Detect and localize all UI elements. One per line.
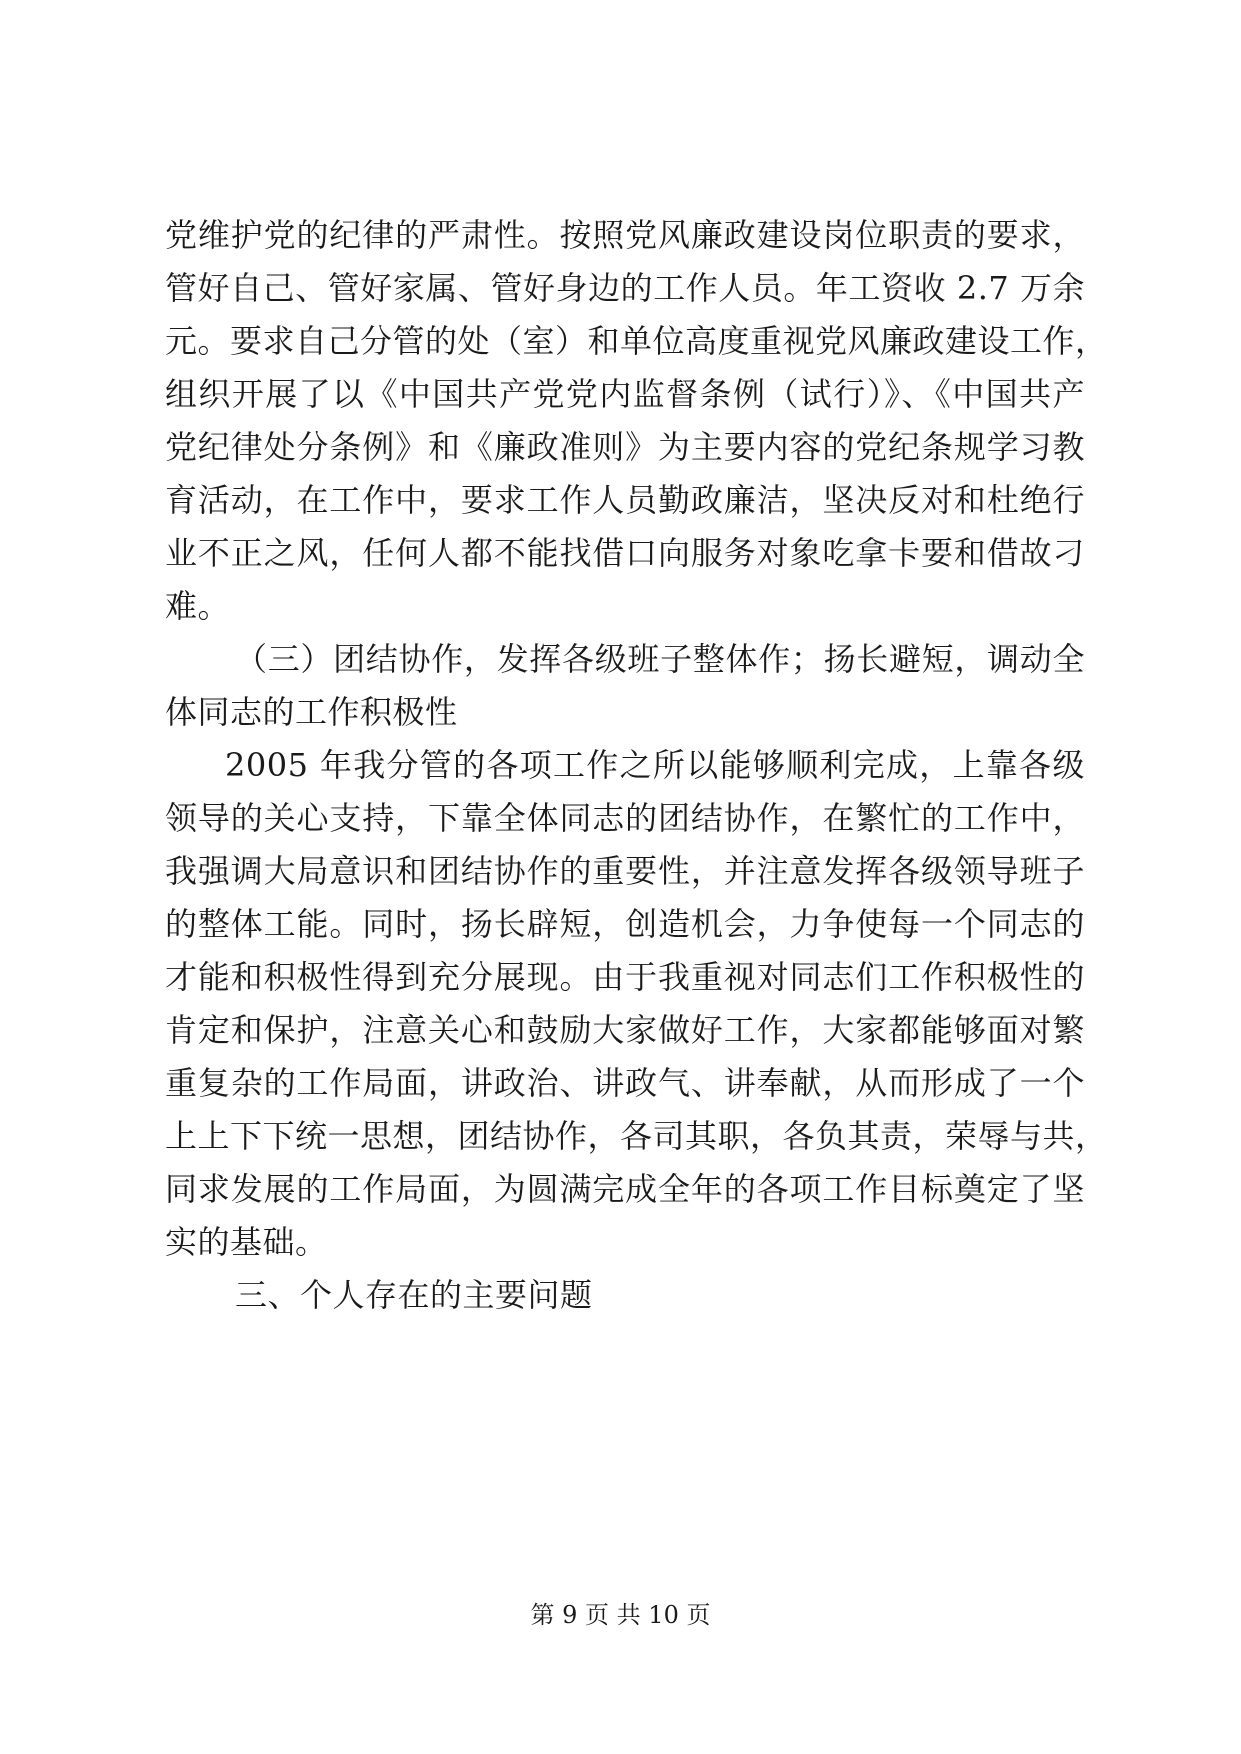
section-heading: 三、个人存在的主要问题 (235, 1276, 593, 1314)
text-line: 重复杂的工作局面，讲政治、讲政气、讲奉献，从而形成了一个 (165, 1064, 1085, 1102)
text-line: 元。要求自己分管的处（室）和单位高度重视党风廉政建设工作， (165, 322, 1108, 360)
text-line: 才能和积极性得到充分展现。由于我重视对同志们工作积极性的 (165, 958, 1085, 996)
text-line: 的整体工能。同时，扬长辟短，创造机会，力争使每一个同志的 (165, 905, 1085, 943)
page-number-footer: 第 9 页 共 10 页 (530, 1601, 711, 1629)
text-line: 管好自己、管好家属、管好身边的工作人员。年工资收 2.7 万余 (165, 269, 1085, 307)
text-line: 同求发展的工作局面，为圆满完成全年的各项工作目标奠定了坚 (165, 1170, 1085, 1208)
text-line: 难。 (165, 587, 231, 625)
text-line: 业不正之风，任何人都不能找借口向服务对象吃拿卡要和借故刁 (165, 534, 1085, 572)
section-heading: （三）团结协作，发挥各级班子整体作；扬长避短，调动全 (235, 640, 1085, 678)
text-line: 组织开展了以《中国共产党党内监督条例（试行）》、《中国共产 (165, 375, 1085, 413)
text-line: 党维护党的纪律的严肃性。按照党风廉政建设岗位职责的要求， (165, 216, 1085, 254)
text-line: 党纪律处分条例》和《廉政准则》为主要内容的党纪条规学习教 (165, 428, 1085, 466)
text-line: 领导的关心支持，下靠全体同志的团结协作，在繁忙的工作中， (165, 799, 1085, 837)
text-line: 2005 年我分管的各项工作之所以能够顺利完成，上靠各级 (225, 746, 1085, 784)
text-line: 上上下下统一思想，团结协作，各司其职，各负其责，荣辱与共， (165, 1117, 1108, 1155)
text-line: 实的基础。 (165, 1223, 328, 1261)
text-line: 我强调大局意识和团结协作的重要性，并注意发挥各级领导班子 (165, 852, 1085, 890)
text-line: 育活动，在工作中，要求工作人员勤政廉洁，坚决反对和杜绝行 (165, 481, 1085, 519)
section-heading-continued: 体同志的工作积极性 (165, 693, 458, 731)
text-line: 肯定和保护，注意关心和鼓励大家做好工作，大家都能够面对繁 (165, 1011, 1085, 1049)
